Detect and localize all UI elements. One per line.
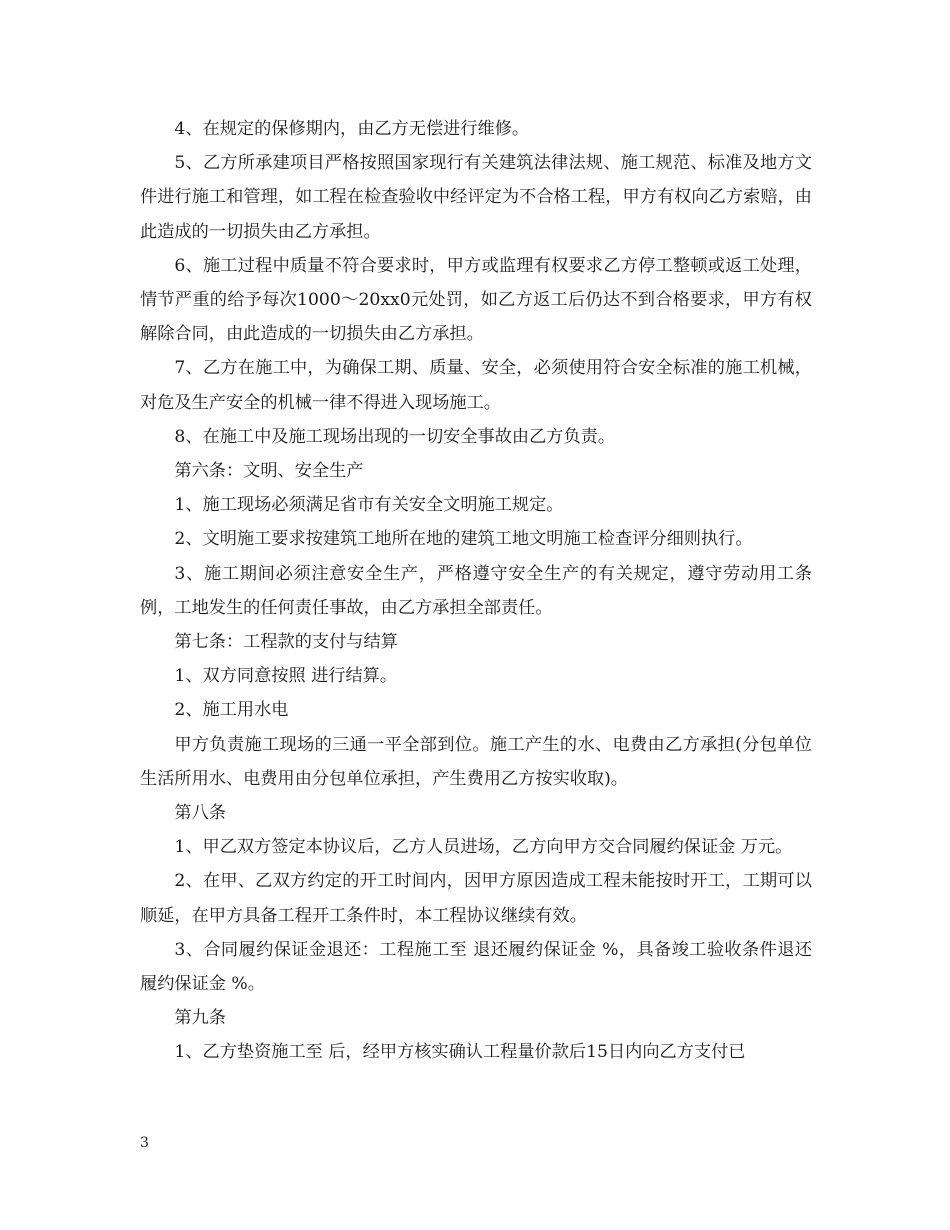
paragraph-clause-5-compliance: 5、乙方所承建项目严格按照国家现行有关建筑法律法规、施工规范、标准及地方文件进行施工和管理，如工程在检查验收中经评定为不合格工程，甲方有权向乙方索赔，由此造成的一切损失由乙方承担。: [140, 153, 812, 242]
paragraph-clause-8-safety-liability: 8、在施工中及施工现场出现的一切安全事故由乙方负责。: [174, 426, 616, 447]
section-heading-article-8: 第八条: [174, 803, 226, 824]
paragraph-article-7-utilities: 甲方负责施工现场的三通一平全部到位。施工产生的水、电费由乙方承担(分包单位生活所用水、电费用由分包单位承担，产生费用乙方按实收取)。: [140, 734, 812, 789]
paragraph-article-6-item-1: 1、施工现场必须满足省市有关安全文明施工规定。: [174, 495, 564, 516]
paragraph-article-7-item-1: 1、双方同意按照 进行结算。: [174, 666, 398, 687]
paragraph-article-6-item-3: 3、施工期间必须注意安全生产，严格遵守安全生产的有关规定，遵守劳动用工条例，工地发生的任何责任事故，由乙方承担全部责任。: [140, 563, 812, 618]
page-number: 3: [140, 1135, 149, 1151]
paragraph-article-6-item-2: 2、文明施工要求按建筑工地所在地的建筑工地文明施工检查评分细则执行。: [174, 529, 753, 550]
paragraph-clause-6-quality: 6、施工过程中质量不符合要求时，甲方或监理有权要求乙方停工整顿或返工处理，情节严重的给予每次1000～20xx0元处罚，如乙方返工后仍达不到合格要求，甲方有权解除合同，由此造成的一切损失由乙方承担。: [140, 255, 812, 345]
paragraph-clause-4-warranty: 4、在规定的保修期内，由乙方无偿进行维修。: [174, 119, 530, 139]
document-body: [140, 112, 812, 1070]
paragraph-article-7-item-2: 2、施工用水电: [174, 700, 289, 721]
paragraph-article-8-item-3: 3、合同履约保证金退还：工程施工至 退还履约保证金 %，具备竣工验收条件退还履约保证金 %。: [140, 939, 812, 995]
paragraph-article-8-item-1: 1、甲乙双方签定本协议后，乙方人员进场，乙方向甲方交合同履约保证金 万元。: [174, 837, 793, 858]
section-heading-article-7: 第七条：工程款的支付与结算: [174, 632, 398, 653]
paragraph-clause-7-machinery: 7、乙方在施工中，为确保工期、质量、安全，必须使用符合安全标准的施工机械，对危及生产安全的机械一律不得进入现场施工。: [140, 358, 812, 413]
section-heading-article-9: 第九条: [174, 1008, 226, 1029]
section-heading-article-6: 第六条：文明、安全生产: [174, 461, 364, 482]
paragraph-article-9-item-1: 1、乙方垫资施工至 后，经甲方核实确认工程量价款后15日内向乙方支付已: [174, 1042, 746, 1063]
paragraph-article-8-item-2: 2、在甲、乙双方约定的开工时间内，因甲方原因造成工程未能按时开工，工期可以顺延，在甲方具备工程开工条件时，本工程协议继续有效。: [140, 871, 812, 926]
